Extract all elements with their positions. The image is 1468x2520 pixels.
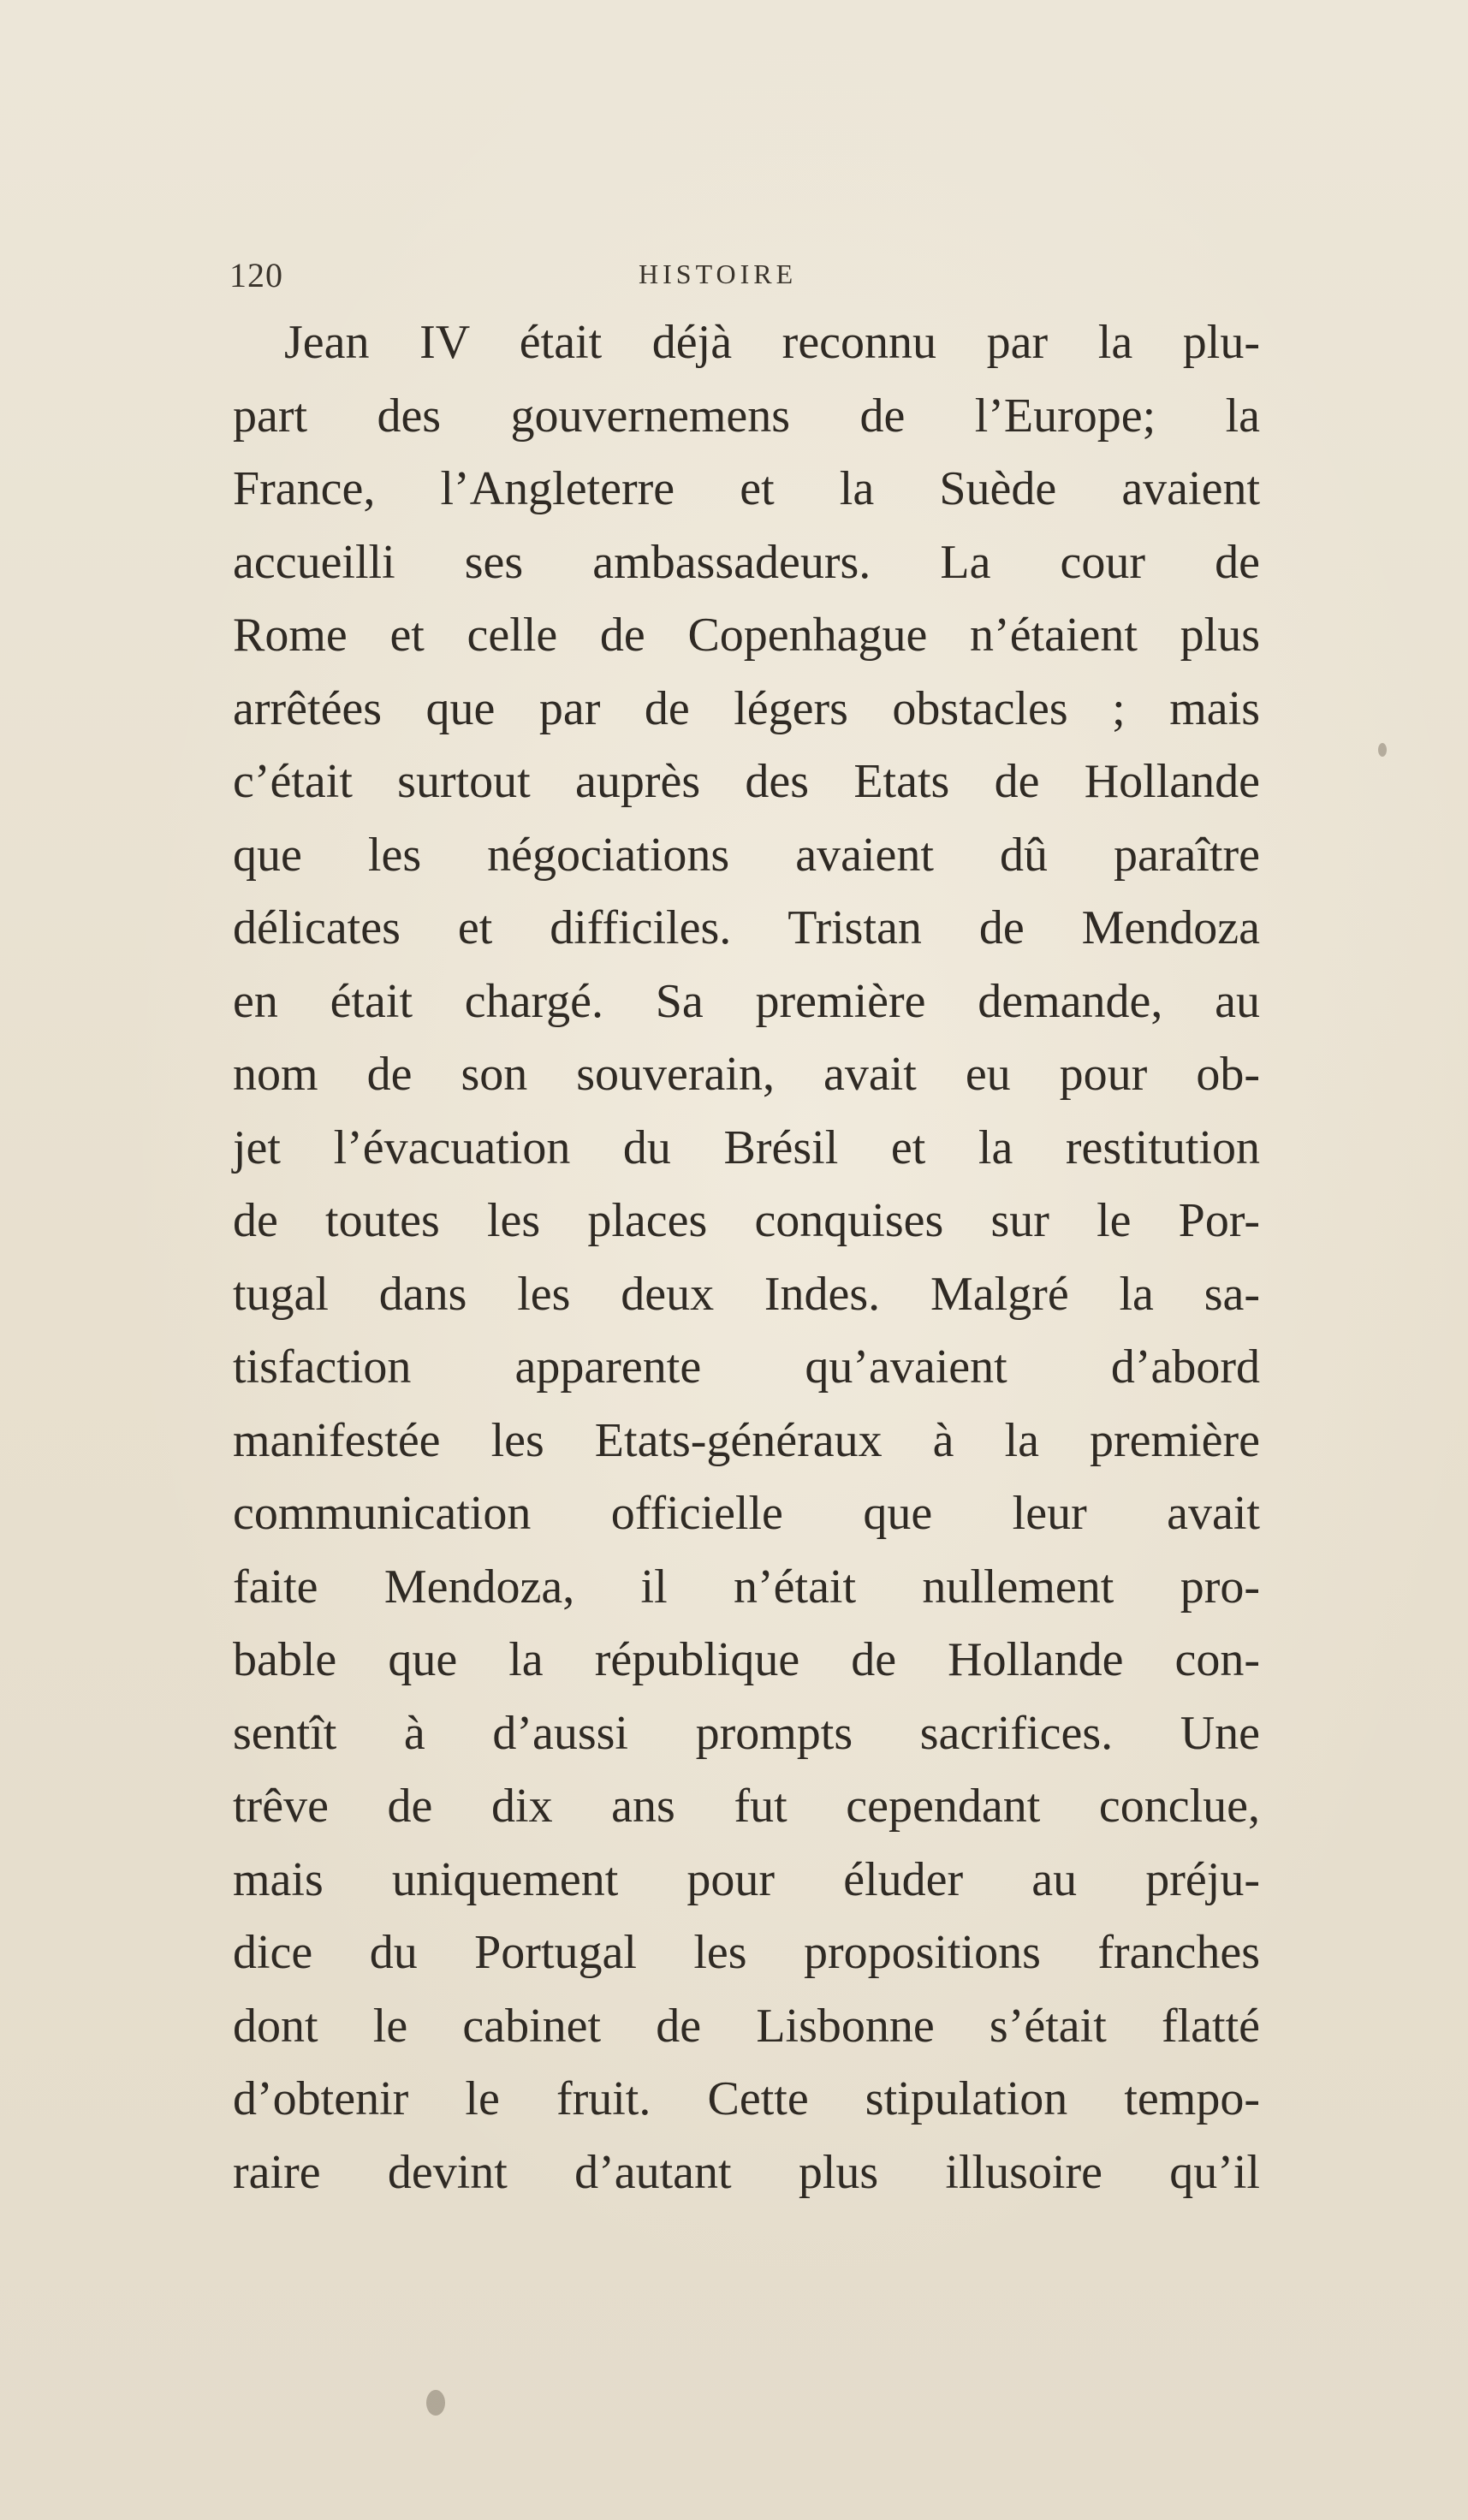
text-line: Rome et celle de Copenhague n’étaient plus (233, 609, 1260, 662)
text-line: délicates et difficiles. Tristan de Mendoza (233, 901, 1260, 954)
text-line: trêve de dix ans fut cependant conclue, (233, 1780, 1260, 1833)
page-header (229, 255, 897, 306)
text-line: en était chargé. Sa première demande, au (233, 974, 1260, 1028)
text-line: tisfaction apparente qu’avaient d’abord (233, 1340, 1260, 1394)
text-line: nom de son souverain, avait eu pour ob- (233, 1048, 1260, 1101)
text-line: accueilli ses ambassadeurs. La cour de (233, 535, 1260, 589)
text-line: faite Mendoza, il n’était nullement pro- (233, 1560, 1260, 1614)
text-line: manifestée les Etats-généraux à la première (233, 1413, 1260, 1467)
text-line: sentît à d’aussi prompts sacrifices. Une (233, 1706, 1260, 1760)
text-line: jet l’évacuation du Brésil et la restitution (233, 1120, 1260, 1174)
paper-speck (426, 2390, 445, 2416)
text-line: d’obtenir le fruit. Cette stipulation tempo- (233, 2072, 1260, 2125)
page-number: 120 (229, 256, 283, 294)
running-head: HISTOIRE (639, 259, 798, 289)
text-line: dont le cabinet de Lisbonne s’était flatté (233, 1999, 1260, 2053)
text-line: mais uniquement pour éluder au préju- (233, 1852, 1260, 1906)
text-line: de toutes les places conquises sur le Por- (233, 1194, 1260, 1247)
text-line: France, l’Angleterre et la Suède avaient (233, 462, 1260, 515)
text-line: Jean IV était déjà reconnu par la plu- (284, 316, 1260, 369)
text-line: part des gouvernemens de l’Europe; la (233, 389, 1260, 443)
text-line: que les négociations avaient dû paraître (233, 828, 1260, 882)
text-line: raire devint d’autant plus illusoire qu’il (233, 2145, 1260, 2199)
text-line: c’était surtout auprès des Etats de Hollande (233, 755, 1260, 808)
text-line: dice du Portugal les propositions franches (233, 1926, 1260, 1979)
text-line: arrêtées que par de légers obstacles ; mais (233, 681, 1260, 735)
text-line: bable que la république de Hollande con- (233, 1633, 1260, 1686)
text-line: tugal dans les deux Indes. Malgré la sa- (233, 1267, 1260, 1321)
text-line: communication officielle que leur avait (233, 1487, 1260, 1540)
paper-speck (1378, 743, 1387, 757)
